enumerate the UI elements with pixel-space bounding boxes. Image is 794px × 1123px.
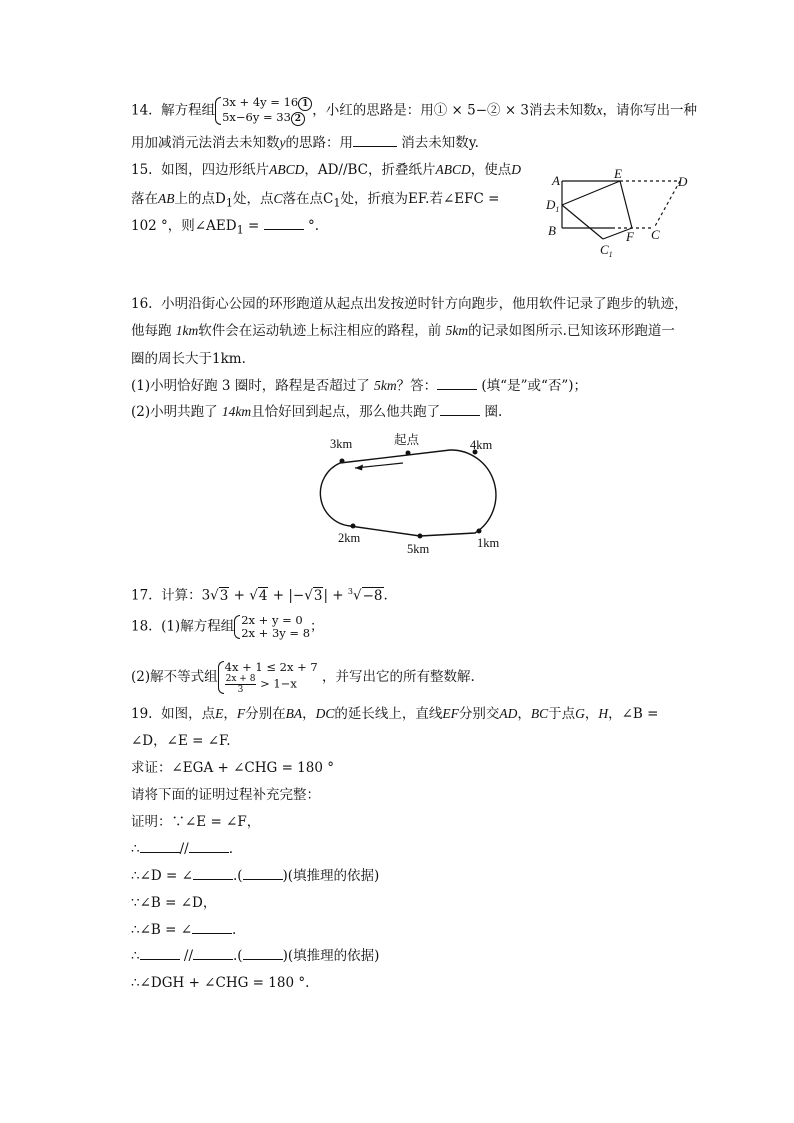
label-5km: 5km bbox=[407, 542, 430, 556]
q15-line3: 102 °，则$\angle AED_1$ = °. bbox=[131, 218, 319, 237]
q18-number: 18. bbox=[131, 618, 153, 635]
q15-quadrilateral-figure bbox=[540, 163, 700, 263]
q16-line3: 圈的周长大于1km. bbox=[131, 351, 246, 367]
q19-step2-blank1[interactable] bbox=[140, 839, 180, 853]
q14-line1: 14. 解方程组 3x + 4y = 16 1 5x−6y = 33 2 ，小红的思路是：用① × 5−② × 3消去未知数x，请你写出一种 bbox=[131, 95, 698, 124]
q14-answer-blank[interactable] bbox=[353, 133, 397, 147]
q19-step6: ∴ // .( )(填推理的依据) bbox=[131, 948, 380, 964]
q19-step6-blank1[interactable] bbox=[140, 946, 180, 960]
q18-equation-system: 2x + y = 0 2x + 3y = 8 bbox=[234, 614, 310, 640]
q19-step6-blank3[interactable] bbox=[243, 946, 283, 960]
label-1km: 1km bbox=[477, 536, 500, 550]
q19-step5: ∴∠B = ∠ . bbox=[131, 922, 237, 938]
q19-step3-blank1[interactable] bbox=[193, 866, 233, 880]
label-c: C bbox=[651, 227, 660, 242]
q16-running-track-figure bbox=[280, 430, 520, 560]
q14-number: 14. bbox=[131, 102, 153, 119]
track-point-5km bbox=[418, 534, 423, 539]
q19-step1: 证明：∵∠E = ∠F， bbox=[131, 814, 261, 830]
q19-prove-statement: 求证：∠EGA + ∠CHG = 180 ° bbox=[131, 760, 334, 776]
q19-step3: ∴∠D = ∠ .( )(填推理的依据) bbox=[131, 868, 380, 884]
q19-step3-blank2[interactable] bbox=[243, 866, 283, 880]
q19-step5-blank[interactable] bbox=[192, 920, 232, 934]
q16-part2: (2)小明共跑了 14km且恰好回到起点，那么他共跑了 圈. bbox=[131, 404, 503, 420]
track-point-3km bbox=[340, 459, 345, 464]
q16-part1-blank[interactable] bbox=[437, 376, 477, 390]
label-d: D bbox=[678, 174, 688, 189]
label-e: E bbox=[614, 166, 622, 181]
q15-line2: 落在AB上的点$D_1$处，点C落在点$C_1$处，折痕为EF.若∠EFC = bbox=[131, 191, 500, 210]
q16-part2-blank[interactable] bbox=[440, 402, 480, 416]
q19-instruction: 请将下面的证明过程补充完整： bbox=[131, 787, 320, 803]
q15-number: 15. bbox=[131, 162, 153, 178]
q19-step6-blank2[interactable] bbox=[193, 946, 233, 960]
q19-number: 19. bbox=[131, 706, 153, 722]
q16-line1: 16. 小明沿街心公园的环形跑道从起点出发按逆时针方向跑步，他用软件记录了跑步的轨迹， bbox=[131, 296, 688, 312]
q16-part1: (1)小明恰好跑 3 圈时，路程是否超过了 5km？答： (填“是”或“否”)； bbox=[131, 378, 588, 394]
label-3km: 3km bbox=[330, 437, 353, 451]
q16-line2: 他每跑 1km软件会在运动轨迹上标注相应的路程，前 5km的记录如图所示.已知该环形跑道一 bbox=[131, 323, 675, 339]
q19-line1: 19. 如图，点E，F分别在BA，DC的延长线上，直线EF分别交AD，BC于点G，H，∠B = bbox=[131, 706, 659, 722]
q19-step2-blank2[interactable] bbox=[189, 839, 229, 853]
label-d1: $D_1$ bbox=[546, 197, 560, 214]
label-b: B bbox=[548, 223, 556, 238]
q17-number: 17. bbox=[131, 587, 153, 604]
q17-line: 17. 计算：3√3 + √4 + |−√3| + $^3$√−8. bbox=[131, 587, 388, 604]
q19-step2: ∴ // . bbox=[131, 841, 233, 857]
q18-inequality-system: 4x + 1 ≤ 2x + 7 $\frac{2x + 8}{3}$ > 1−x bbox=[218, 660, 318, 695]
label-4km: 4km bbox=[470, 438, 493, 452]
q14-equation-system: 3x + 4y = 16 1 5x−6y = 33 2 bbox=[215, 96, 312, 126]
label-c1: $C_1$ bbox=[600, 242, 613, 259]
q18-part2: (2)解不等式组 4x + 1 ≤ 2x + 7 $\frac{2x + 8}{3}$ > 1−x ，并写出它的所有整数解. bbox=[131, 660, 475, 695]
label-a: A bbox=[552, 173, 560, 188]
q19-step7: ∴∠DGH + ∠CHG = 180 °. bbox=[131, 975, 310, 991]
q15-line1: 15. 如图，四边形纸片ABCD，AD//BC，折叠纸片ABCD，使点D bbox=[131, 162, 521, 178]
q19-step4: ∵∠B = ∠D， bbox=[131, 895, 217, 911]
label-start: 起点 bbox=[394, 433, 420, 447]
label-2km: 2km bbox=[338, 531, 361, 545]
q19-line2: ∠D，∠E = ∠F. bbox=[131, 733, 231, 749]
track-point-1km bbox=[477, 529, 482, 534]
q15-answer-blank[interactable] bbox=[264, 216, 304, 230]
q18-part1: 18. (1)解方程组 2x + y = 0 2x + 3y = 8 ； bbox=[131, 613, 324, 640]
track-point-2km bbox=[351, 524, 356, 529]
label-f: F bbox=[626, 229, 634, 244]
track-point-start bbox=[406, 451, 411, 456]
q14-line2: 用加减消元法消去未知数y的思路：用 消去未知数y. bbox=[131, 135, 479, 151]
q16-number: 16. bbox=[131, 296, 153, 312]
